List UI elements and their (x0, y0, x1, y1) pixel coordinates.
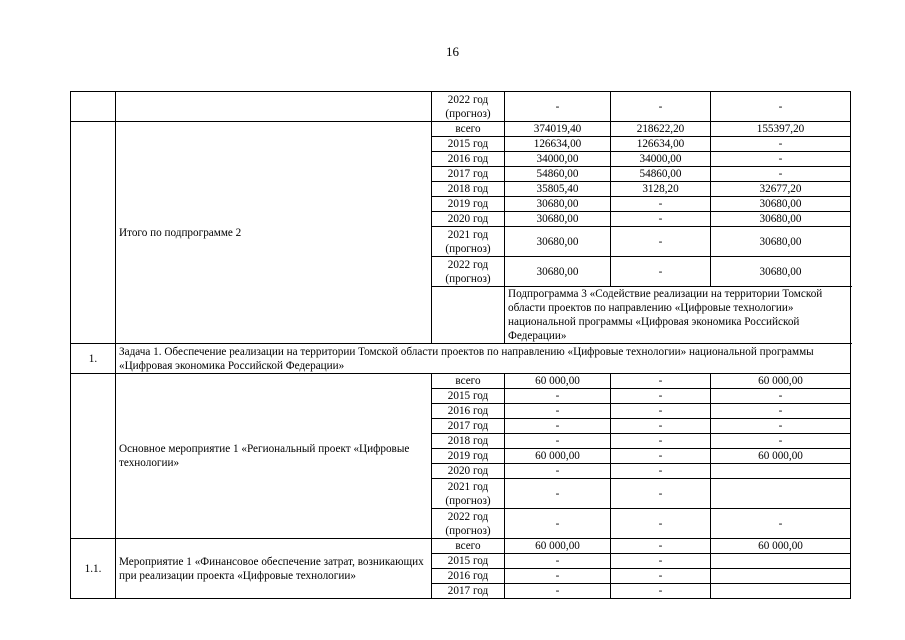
section-title-cell: Подпрограмма 3 «Содействие реализации на территории Томской области проектов по направлению «Цифровые технологии» национальной программы «Цифровая экономика Российской Федерации» (505, 287, 851, 344)
year-cell: 2016 год (432, 569, 505, 584)
year-cell: 2015 год (432, 554, 505, 569)
total-amount-cell: - (505, 389, 611, 404)
total-amount-cell: - (505, 569, 611, 584)
total-amount-cell: 60 000,00 (505, 449, 611, 464)
regional-amount-cell: 30680,00 (711, 212, 851, 227)
regional-amount-cell: - (711, 434, 851, 449)
regional-amount-cell: 30680,00 (711, 197, 851, 212)
federal-amount-cell: 218622,20 (611, 122, 711, 137)
page-number: 16 (446, 44, 459, 59)
regional-amount-cell: 32677,20 (711, 182, 851, 197)
section-title-cell: Задача 1. Обеспечение реализации на территории Томской области проектов по направлению «Цифровые технологии» национальной программы «Цифровая экономика Российской Федерации» (116, 344, 851, 374)
year-cell: 2017 год (432, 584, 505, 599)
row-number-cell: 1.1. (71, 539, 116, 599)
total-amount-cell: - (505, 404, 611, 419)
regional-amount-cell: - (711, 389, 851, 404)
regional-amount-cell: 60 000,00 (711, 449, 851, 464)
year-cell: 2016 год (432, 404, 505, 419)
federal-amount-cell: - (611, 92, 711, 122)
regional-amount-cell: - (711, 137, 851, 152)
total-amount-cell: 60 000,00 (505, 374, 611, 389)
federal-amount-cell: - (611, 197, 711, 212)
year-cell: 2017 год (432, 167, 505, 182)
row-number-cell (71, 122, 116, 344)
regional-amount-cell (711, 554, 851, 569)
total-amount-cell: - (505, 584, 611, 599)
total-amount-cell: 30680,00 (505, 212, 611, 227)
total-amount-cell: 34000,00 (505, 152, 611, 167)
year-cell: 2016 год (432, 152, 505, 167)
row-number-cell (432, 287, 505, 344)
year-cell: 2015 год (432, 137, 505, 152)
regional-amount-cell: - (711, 152, 851, 167)
federal-amount-cell: - (611, 227, 711, 257)
federal-amount-cell: - (611, 539, 711, 554)
year-cell: всего (432, 374, 505, 389)
regional-amount-cell (711, 584, 851, 599)
regional-amount-cell (711, 569, 851, 584)
federal-amount-cell: - (611, 389, 711, 404)
year-cell: 2022 год (прогноз) (432, 92, 505, 122)
federal-amount-cell: - (611, 212, 711, 227)
year-cell: 2022 год (прогноз) (432, 509, 505, 539)
year-cell: 2018 год (432, 182, 505, 197)
regional-amount-cell: 155397,20 (711, 122, 851, 137)
total-amount-cell: 35805,40 (505, 182, 611, 197)
total-amount-cell: - (505, 509, 611, 539)
program-name-cell: Основное мероприятие 1 «Региональный проект «Цифровые технологии» (116, 374, 432, 539)
federal-amount-cell: 126634,00 (611, 137, 711, 152)
regional-amount-cell: - (711, 509, 851, 539)
regional-amount-cell: 60 000,00 (711, 374, 851, 389)
total-amount-cell: 374019,40 (505, 122, 611, 137)
total-amount-cell: - (505, 464, 611, 479)
federal-amount-cell: - (611, 257, 711, 287)
total-amount-cell: 54860,00 (505, 167, 611, 182)
total-amount-cell: 30680,00 (505, 197, 611, 212)
program-name-cell: Итого по подпрограмме 2 (116, 122, 432, 344)
federal-amount-cell: - (611, 464, 711, 479)
federal-amount-cell: - (611, 569, 711, 584)
program-name-cell: Мероприятие 1 «Финансовое обеспечение затрат, возникающих при реализации проекта «Цифровые технологии» (116, 539, 432, 599)
program-name-cell (116, 92, 432, 122)
federal-amount-cell: - (611, 449, 711, 464)
total-amount-cell: 126634,00 (505, 137, 611, 152)
total-amount-cell: - (505, 479, 611, 509)
table-row (71, 374, 851, 389)
table-row (71, 122, 851, 137)
federal-amount-cell: - (611, 434, 711, 449)
federal-amount-cell: 3128,20 (611, 182, 711, 197)
year-cell: 2020 год (432, 464, 505, 479)
row-number-cell (71, 374, 116, 539)
year-cell: 2018 год (432, 434, 505, 449)
regional-amount-cell: - (711, 419, 851, 434)
total-amount-cell: 60 000,00 (505, 539, 611, 554)
year-cell: 2020 год (432, 212, 505, 227)
regional-amount-cell: 60 000,00 (711, 539, 851, 554)
regional-amount-cell: - (711, 404, 851, 419)
federal-amount-cell: - (611, 479, 711, 509)
regional-amount-cell: 30680,00 (711, 257, 851, 287)
row-number-cell: 1. (71, 344, 116, 374)
year-cell: 2019 год (432, 197, 505, 212)
total-amount-cell: - (505, 419, 611, 434)
regional-amount-cell (711, 479, 851, 509)
table-row (71, 92, 851, 122)
total-amount-cell: - (505, 434, 611, 449)
regional-amount-cell: 30680,00 (711, 227, 851, 257)
year-cell: всего (432, 122, 505, 137)
year-cell: 2021 год (прогноз) (432, 227, 505, 257)
total-amount-cell: 30680,00 (505, 227, 611, 257)
year-cell: всего (432, 539, 505, 554)
federal-amount-cell: - (611, 584, 711, 599)
federal-amount-cell: - (611, 404, 711, 419)
regional-amount-cell (711, 464, 851, 479)
year-cell: 2015 год (432, 389, 505, 404)
regional-amount-cell: - (711, 92, 851, 122)
section-row (71, 344, 851, 374)
federal-amount-cell: - (611, 509, 711, 539)
year-cell: 2021 год (прогноз) (432, 479, 505, 509)
federal-amount-cell: - (611, 419, 711, 434)
federal-amount-cell: - (611, 374, 711, 389)
year-cell: 2017 год (432, 419, 505, 434)
federal-amount-cell: 54860,00 (611, 167, 711, 182)
table-row (71, 539, 851, 554)
budget-table (70, 91, 851, 599)
total-amount-cell: 30680,00 (505, 257, 611, 287)
federal-amount-cell: - (611, 554, 711, 569)
year-cell: 2019 год (432, 449, 505, 464)
federal-amount-cell: 34000,00 (611, 152, 711, 167)
row-number-cell (71, 92, 116, 122)
regional-amount-cell: - (711, 167, 851, 182)
total-amount-cell: - (505, 554, 611, 569)
total-amount-cell: - (505, 92, 611, 122)
year-cell: 2022 год (прогноз) (432, 257, 505, 287)
